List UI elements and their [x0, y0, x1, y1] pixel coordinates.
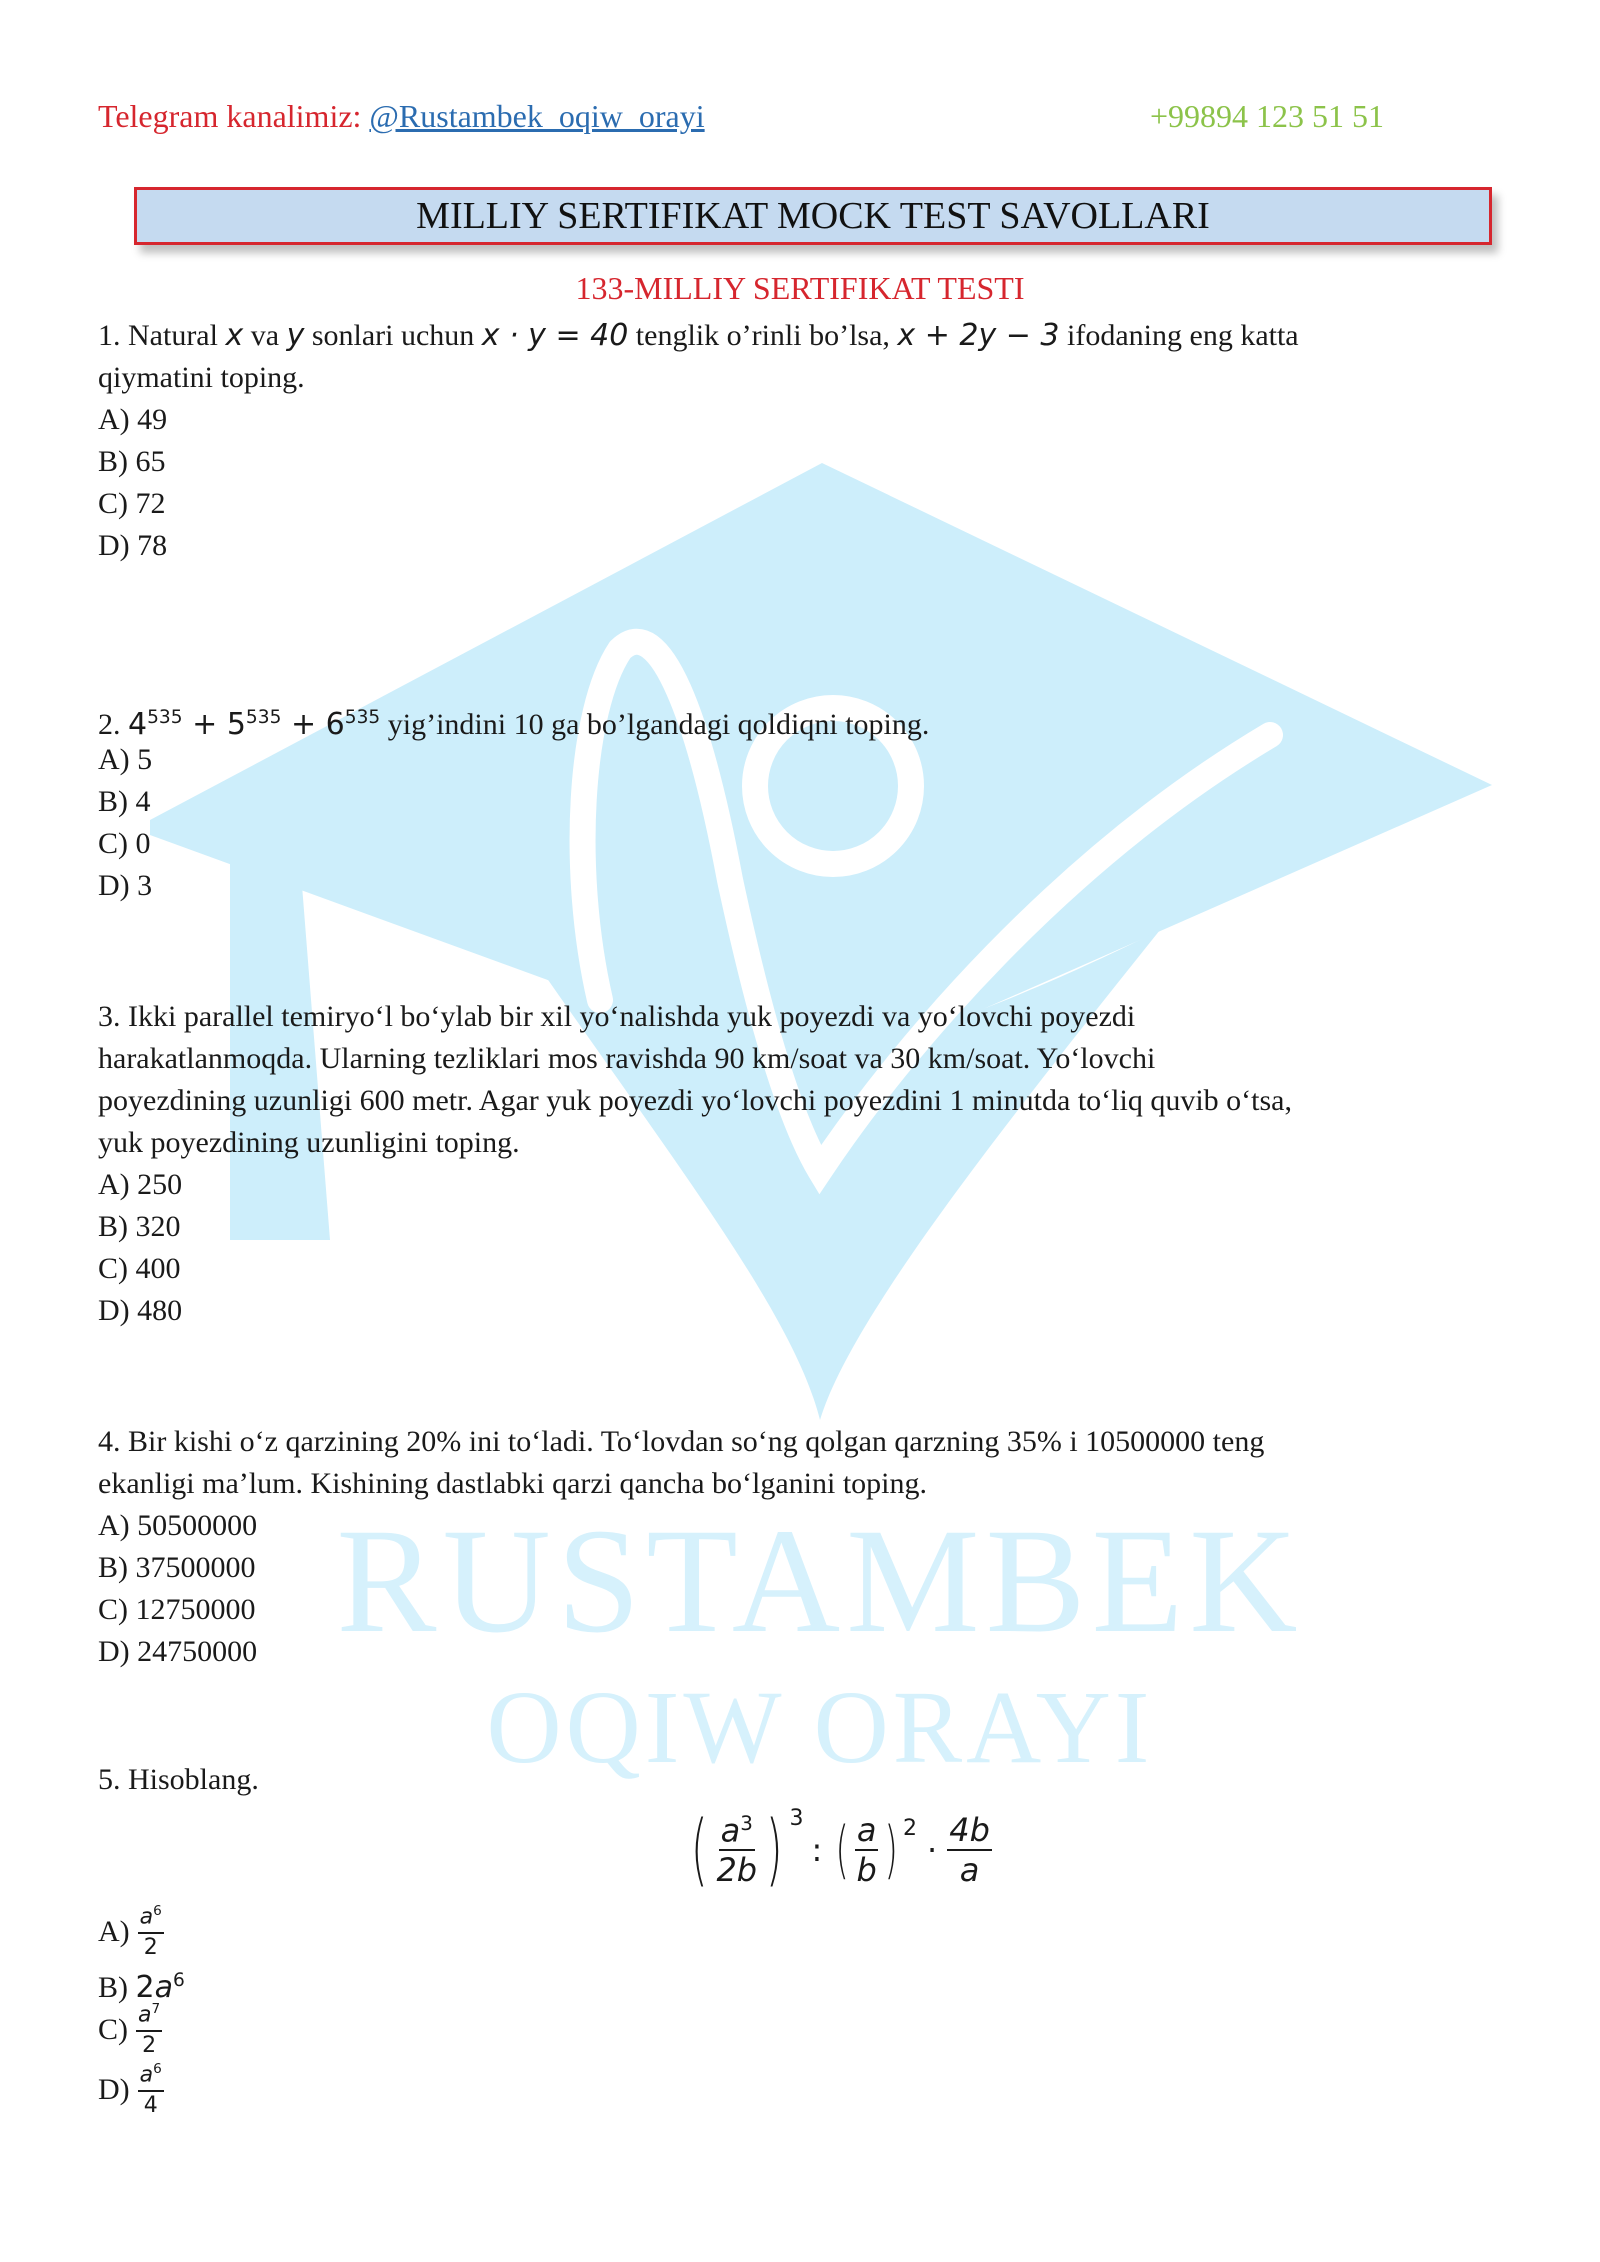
fraction-a3-over-2b: $\frac{a^3}{2b}$	[716, 1811, 758, 1890]
test-subtitle: 133-MILLIY SERTIFIKAT TESTI	[575, 270, 1025, 306]
q1-option-c[interactable]: C) 72	[98, 487, 166, 520]
question-4-text-line1: 4. Bir kishi o‘z qarzining 20% ini to‘ladi. To‘lovdan so‘ng qolgan qarzning 35% i 10500000 teng	[98, 1425, 1265, 1458]
question-3-text-line4: yuk poyezdining uzunligini toping.	[98, 1126, 520, 1159]
q3-option-c[interactable]: C) 400	[98, 1252, 181, 1285]
q4-option-b[interactable]: B) 37500000	[98, 1551, 256, 1584]
q2-option-d[interactable]: D) 3	[98, 869, 153, 902]
q5-option-b[interactable]: B) $2a^6$	[98, 1970, 185, 2005]
phone-number: +99894 123 51 51	[1150, 98, 1385, 134]
watermark-text-line1: RUSTAMBEK	[336, 1498, 1304, 1664]
right-paren-icon: )	[884, 1813, 898, 1886]
question-4-text-line2: ekanligi ma’lum. Kishining dastlabki qarzi qancha bo‘lganini toping.	[98, 1467, 927, 1500]
question-3-text-line2: harakatlanmoqda. Ularning tezliklari mos ravishda 90 km/soat va 30 km/soat. Yo‘lovchi	[98, 1042, 1156, 1075]
q4-option-c[interactable]: C) 12750000	[98, 1593, 256, 1626]
fraction-a-over-b: $\frac{a}{b}$	[856, 1811, 877, 1889]
q1-option-d[interactable]: D) 78	[98, 529, 168, 562]
q4-option-a[interactable]: A) 50500000	[98, 1509, 258, 1542]
fraction-4b-over-a: $\frac{4b}{a}$	[949, 1811, 990, 1889]
question-5-expression: ( $\frac{a^3}{2b}$ ) $^3$ : ( $\frac{a}{b}$ ) $^2$ · $\frac{4b}{a}$	[690, 1805, 990, 1895]
question-2-text: 2. $4^{535} + 5^{535} + 6^{535}$ yig’indini 10 ga bo’lgandagi qoldiqni toping.	[98, 707, 930, 742]
question-1-text: 1. Natural x va y sonlari uchun x · y = 40 tenglik o’rinli bo’lsa, x + 2y − 3 ifodaning eng katta	[98, 318, 1299, 353]
telegram-label: Telegram kanalimiz:	[98, 98, 362, 134]
q1-option-b[interactable]: B) 65	[98, 445, 166, 478]
q3-option-b[interactable]: B) 320	[98, 1210, 181, 1243]
q1-option-a[interactable]: A) 49	[98, 403, 168, 436]
q3-option-a[interactable]: A) 250	[98, 1168, 183, 1201]
test-banner-title: MILLIY SERTIFIKAT MOCK TEST SAVOLLARI	[134, 187, 1492, 245]
telegram-handle-link[interactable]: @Rustambek_oqiw_orayi	[369, 98, 705, 134]
q2-option-b[interactable]: B) 4	[98, 785, 151, 818]
telegram-header	[98, 98, 705, 135]
watermark-text-line2: OQIW ORAYI	[486, 1670, 1154, 1785]
q4-option-d[interactable]: D) 24750000	[98, 1635, 258, 1668]
q2-option-c[interactable]: C) 0	[98, 827, 151, 860]
left-paren-icon: (	[835, 1813, 850, 1886]
question-3-text-line3: poyezdining uzunligi 600 metr. Agar yuk poyezdi yo‘lovchi poyezdini 1 minutda to‘liq quvib o‘tsa,	[98, 1084, 1292, 1117]
q3-option-d[interactable]: D) 480	[98, 1294, 183, 1327]
q2-option-a[interactable]: A) 5	[98, 743, 153, 776]
q5-option-d[interactable]: D) $\frac{a^6}{4}$	[98, 2061, 162, 2118]
left-paren-icon: (	[690, 1805, 708, 1895]
right-paren-icon: )	[765, 1805, 783, 1895]
question-3-text-line1: 3. Ikki parallel temiryo‘l bo‘ylab bir xil yo‘nalishda yuk poyezdi va yo‘lovchi poyezdi	[98, 1000, 1136, 1033]
question-5-text: 5. Hisoblang.	[98, 1763, 259, 1796]
question-1-text-cont: qiymatini toping.	[98, 361, 305, 394]
q5-option-c[interactable]: C) $\frac{a^7}{2}$	[98, 2001, 161, 2058]
q5-option-a[interactable]: A) $\frac{a^6}{2}$	[98, 1903, 162, 1960]
